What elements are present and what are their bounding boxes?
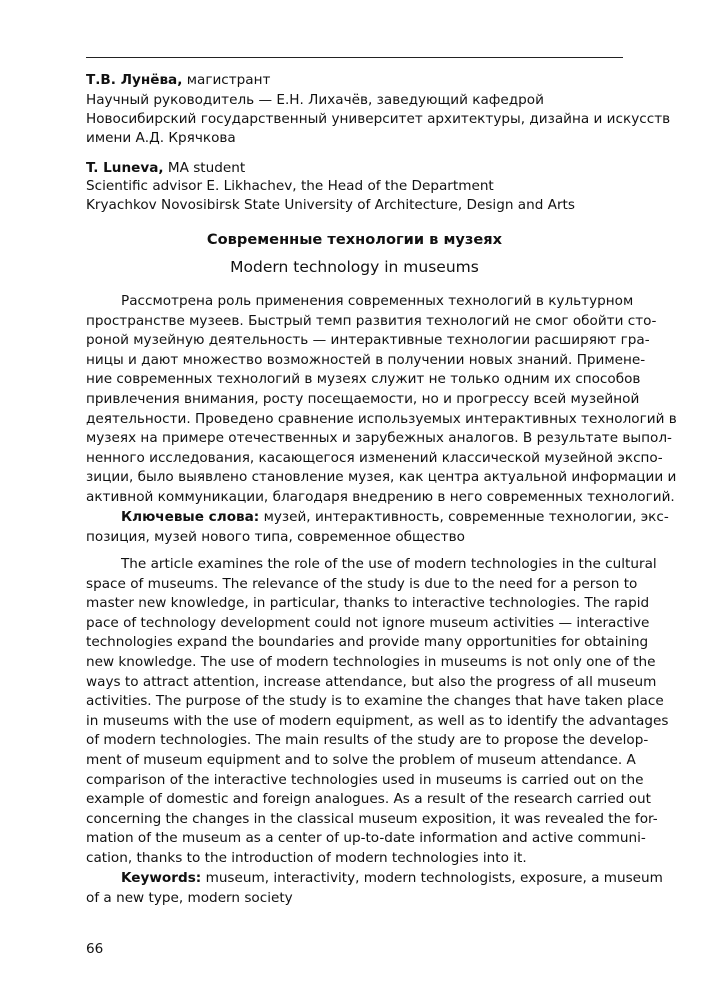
keywords-ru-label: Ключевые слова: <box>121 509 260 525</box>
abstract-ru-line: роной музейную деятельность — интерактивные технологии расширяют гра- <box>86 332 650 349</box>
abstract-ru-line: деятельности. Проведено сравнение используемых интерактивных технологий в <box>86 410 677 427</box>
author-ru-name: Т.В. Лунёва, <box>86 72 183 88</box>
abstract-en-line: in museums with the use of modern equipment, as well as to identify the advantages <box>86 712 669 729</box>
supervisor-en: Scientific advisor E. Likhachev, the Head of the Department <box>86 178 494 194</box>
abstract-en-line: comparison of the interactive technologies used in museums is carried out on the <box>86 771 644 788</box>
abstract-en-line: of modern technologies. The main results of the study are to propose the develop- <box>86 732 649 749</box>
abstract-en-line: space of museums. The relevance of the study is due to the need for a person to <box>86 575 638 592</box>
keywords-ru-line2: позиция, музей нового типа, современное общество <box>86 528 465 545</box>
abstract-en-line: activities. The purpose of the study is to examine the changes that have taken place <box>86 693 664 710</box>
abstract-ru-line: пространстве музеев. Быстрый темп развития технологий не смог обойти сто- <box>86 312 657 329</box>
author-en-role: MA student <box>163 160 246 176</box>
abstract-en-line: mation of the museum as a center of up-to-date information and active communi- <box>86 830 646 847</box>
abstract-en-line: ment of museum equipment and to solve the problem of museum attendance. A <box>86 751 636 768</box>
keywords-en-label: Keywords: <box>121 870 202 886</box>
keywords-en-line1 <box>86 869 663 889</box>
title-en: Modern technology in museums <box>230 258 479 276</box>
abstract-en <box>86 555 669 869</box>
abstract-en-line: cation, thanks to the introduction of modern technologies into it. <box>86 849 527 866</box>
abstract-en-line: concerning the changes in the classical museum exposition, it was revealed the for- <box>86 810 658 827</box>
keywords-ru-text1: музей, интерактивность, современные технологии, экс- <box>259 509 669 525</box>
keywords-en-text1: museum, interactivity, modern technologists, exposure, a museum <box>201 870 663 886</box>
keywords-ru-line1 <box>86 508 669 528</box>
supervisor-ru: Научный руководитель — Е.Н. Лихачёв, заведующий кафедрой <box>86 92 544 108</box>
university-ru-line1: Новосибирский государственный университет архитектуры, дизайна и искусств <box>86 111 671 127</box>
abstract-en-line: example of domestic and foreign analogues. As a result of the research carried out <box>86 791 651 808</box>
keywords-ru <box>86 508 669 547</box>
author-en-name: T. Luneva, <box>86 160 164 176</box>
author-ru-role: магистрант <box>182 72 271 88</box>
abstract-ru-line: Рассмотрена роль применения современных технологий в культурном <box>121 293 634 309</box>
author-ru <box>86 71 270 91</box>
abstract-ru-line: ние современных технологий в музеях служит не только одним их способов <box>86 371 641 388</box>
abstract-en-line: The article examines the role of the use of modern technologies in the cultural <box>121 556 657 572</box>
university-ru-line2: имени А.Д. Крячкова <box>86 130 236 146</box>
page-number: 66 <box>86 941 104 957</box>
abstract-ru-line: ненного исследования, касающегося изменений классической музейной экспо- <box>86 449 663 466</box>
title-ru: Современные технологии в музеях <box>206 231 503 248</box>
abstract-ru <box>86 292 677 508</box>
author-en <box>86 159 245 179</box>
abstract-ru-line: привлечения внимания, росту посещаемости, но и прогрессу всей музейной <box>86 390 640 407</box>
abstract-ru-line: ницы и дают множество возможностей в получении новых знаний. Примене- <box>86 351 646 368</box>
abstract-en-line: pace of technology development could not ignore museum activities — interactive <box>86 614 650 631</box>
abstract-en-line: new knowledge. The use of modern technologies in museums is not only one of the <box>86 653 656 670</box>
keywords-en-line2: of a new type, modern society <box>86 889 293 906</box>
abstract-en-line: master new knowledge, in particular, thanks to interactive technologies. The rapid <box>86 595 650 612</box>
abstract-ru-line: зиции, было выявлено становление музея, как центра актуальной информации и <box>86 469 677 486</box>
abstract-ru-line: активной коммуникации, благодаря внедрению в него современных технологий. <box>86 488 675 505</box>
abstract-ru-line: музеях на примере отечественных и зарубежных аналогов. В результате выпол- <box>86 430 672 447</box>
keywords-en <box>86 869 663 908</box>
university-en: Kryachkov Novosibirsk State University of Architecture, Design and Arts <box>86 197 575 213</box>
abstract-en-line: ways to attract attention, increase attendance, but also the progress of all museum <box>86 673 657 690</box>
abstract-en-line: technologies expand the boundaries and provide many opportunities for obtaining <box>86 634 649 651</box>
header-rule <box>86 57 623 58</box>
